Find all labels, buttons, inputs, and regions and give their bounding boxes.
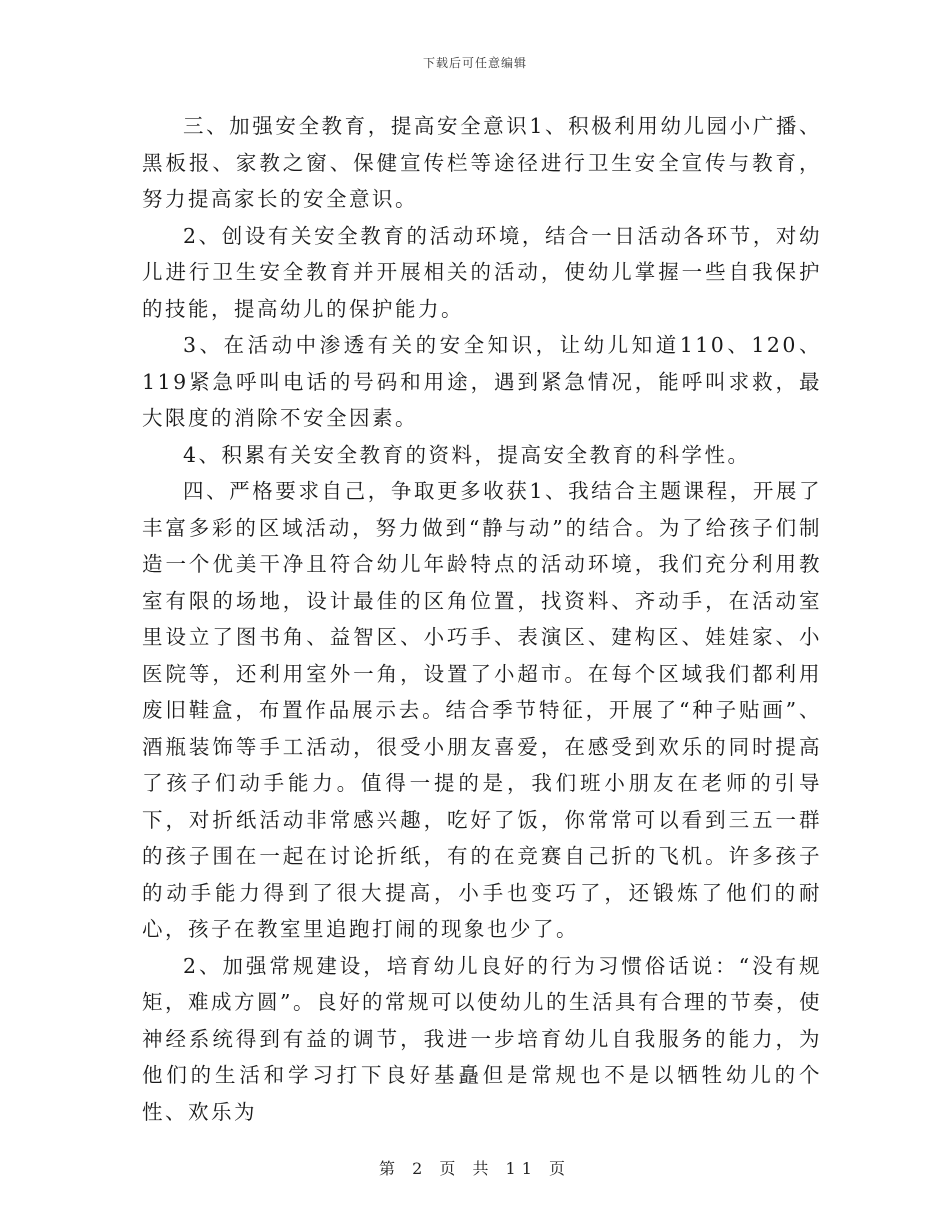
paragraph-3: 3、在活动中渗透有关的安全知识，让幼儿知道110、120、119紧急呼叫电话的号码和用途，遇到紧急情况，能呼叫求救，最大限度的消除不安全因素。 bbox=[142, 333, 822, 430]
page-header-note: 下载后可任意编辑 bbox=[422, 56, 527, 70]
paragraph-6: 2、加强常规建设，培育幼儿良好的行为习惯俗话说：“没有规矩，难成方圆”。良好的常规可以使幼儿的生活具有合理的节奏，使神经系统得到有益的调节，我进一步培育幼儿自我服务的能力，为他们的生活和学习打下良好基矗但是常规也不是以牺牲幼儿的个性、欢乐为 bbox=[142, 953, 822, 1124]
document-body bbox=[142, 108, 822, 1130]
paragraph-1: 三、加强安全教育，提高安全意识1、积极利用幼儿园小广播、黑板报、家教之窗、保健宣传栏等途径进行卫生安全宣传与教育，努力提高家长的安全意识。 bbox=[142, 114, 822, 211]
paragraph-2: 2、创设有关安全教育的活动环境，结合一日活动各环节，对幼儿进行卫生安全教育并开展相关的活动，使幼儿掌握一些自我保护的技能，提高幼儿的保护能力。 bbox=[142, 223, 822, 321]
page-number: 第 2 页 共 11 页 bbox=[379, 1159, 571, 1178]
paragraph-5: 四、严格要求自己，争取更多收获1、我结合主题课程，开展了丰富多彩的区域活动，努力做到“静与动”的结合。为了给孩子们制造一个优美干净且符合幼儿年龄特点的活动环境，我们充分利用教室有限的场地，设计最佳的区角位置，找资料、齐动手，在活动室里设立了图书角、益智区、小巧手、表演区、建构区、娃娃家、小医院等，还利用室外一角，设置了小超市。在每个区域我们都利用废旧鞋盒，布置作品展示去。结合季节特征，开展了“种子贴画”、酒瓶装饰等手工活动，很受小朋友喜爱，在感受到欢乐的同时提高了孩子们动手能力。值得一提的是，我们班小朋友在老师的引导下，对折纸活动非常感兴趣，吃好了饭，你常常可以看到三五一群的孩子围在一起在讨论折纸，有的在竞赛自己折的飞机。许多孩子的动手能力得到了很大提高，小手也变巧了，还锻炼了他们的耐心，孩子在教室里追跑打闹的现象也少了。 bbox=[142, 479, 822, 941]
paragraph-4: 4、积累有关安全教育的资料，提高安全教育的科学性。 bbox=[183, 442, 751, 467]
